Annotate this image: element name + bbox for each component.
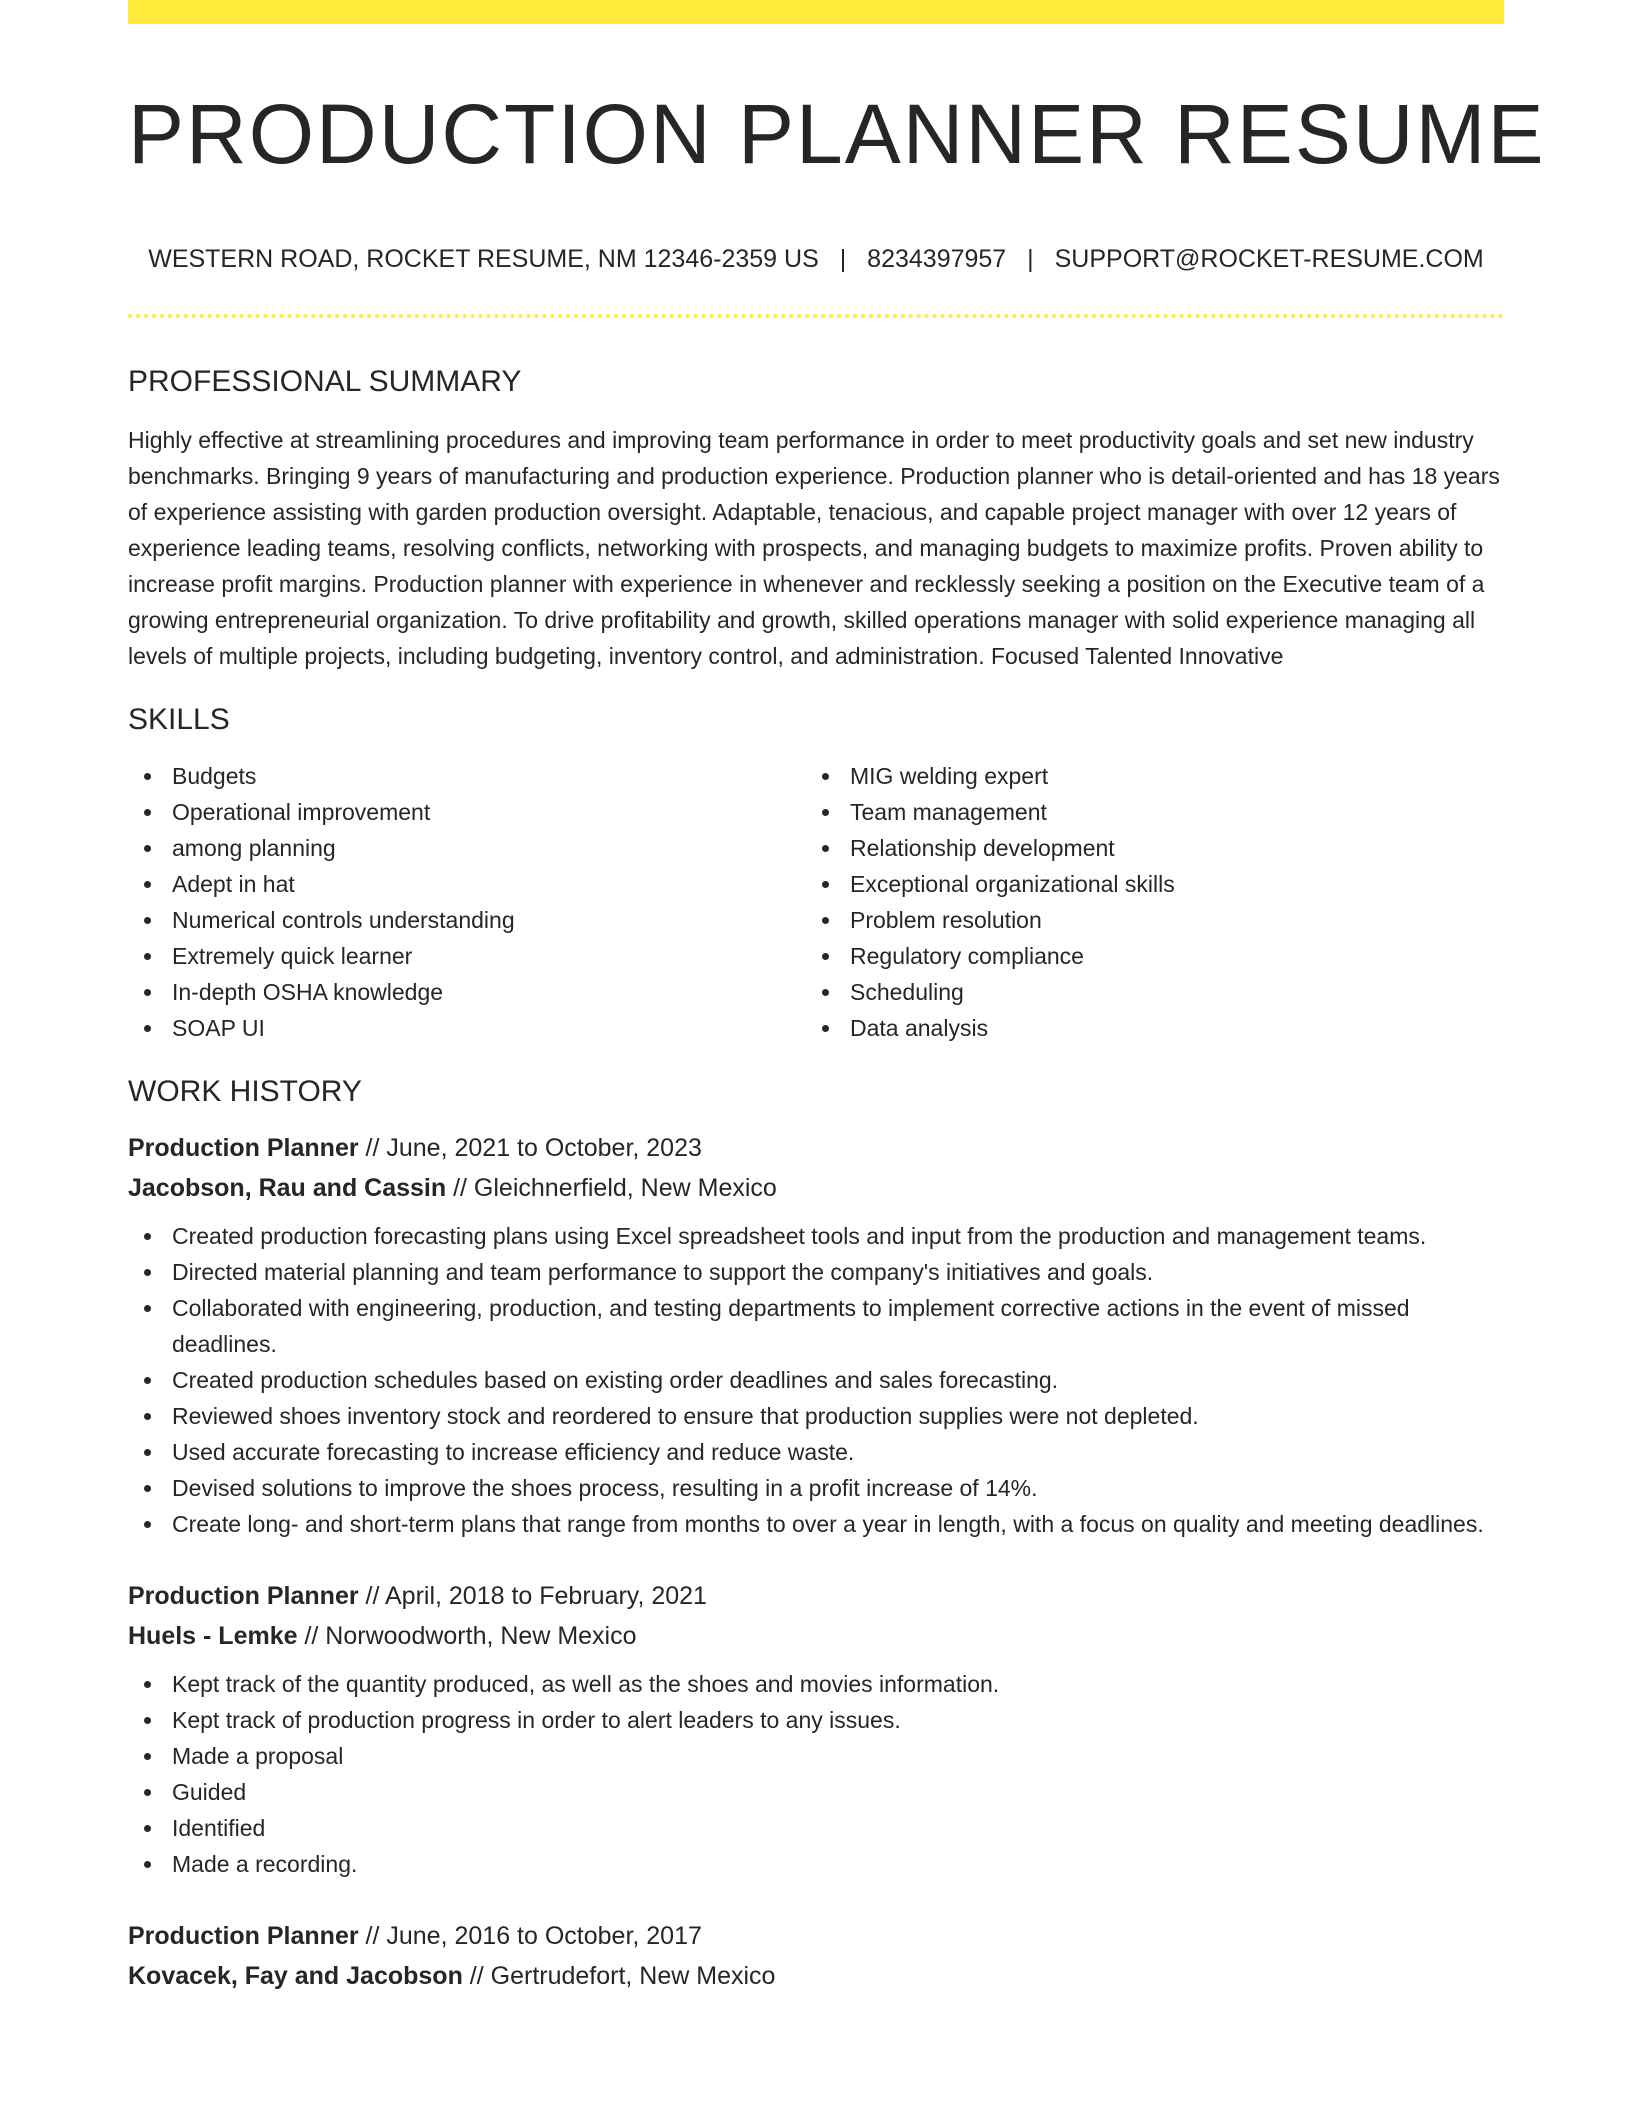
job-location: // Gertrudefort, New Mexico — [462, 1962, 776, 1990]
job-location: // Gleichnerfield, New Mexico — [446, 1174, 777, 1202]
job-duty: Guided — [128, 1774, 1504, 1810]
job-duty: Used accurate forecasting to increase efficiency and reduce waste. — [128, 1434, 1504, 1470]
job-duty: Created production forecasting plans using Excel spreadsheet tools and input from the production and management teams. — [128, 1218, 1504, 1254]
job-company-line — [128, 1616, 1504, 1656]
skill-item: Regulatory compliance — [806, 938, 1484, 974]
skill-item: Adept in hat — [128, 866, 806, 902]
job-duty: Directed material planning and team performance to support the company's initiatives and goals. — [128, 1254, 1504, 1290]
resume-page — [128, 0, 1546, 1996]
job-entry — [128, 1916, 1504, 1996]
phone: 8234397957 — [867, 245, 1007, 273]
summary-heading: PROFESSIONAL SUMMARY — [128, 365, 522, 398]
skill-item: Extremely quick learner — [128, 938, 806, 974]
job-title: Production Planner — [128, 1134, 359, 1162]
email-link[interactable]: SUPPORT@ROCKET-RESUME.COM — [1054, 245, 1484, 273]
job-title-line — [128, 1576, 1504, 1616]
address: WESTERN ROAD, ROCKET RESUME, NM 12346-2359 US — [148, 245, 819, 273]
company-name: Jacobson, Rau and Cassin — [128, 1174, 447, 1202]
job-title-line — [128, 1916, 1504, 1956]
skills-heading: SKILLS — [128, 703, 230, 736]
job-duties-list — [128, 1666, 1504, 1882]
job-duties-list — [128, 1218, 1504, 1542]
job-company-line — [128, 1956, 1504, 1996]
job-duty: Made a recording. — [128, 1846, 1504, 1882]
job-title-line — [128, 1128, 1504, 1168]
contact-separator: | — [839, 245, 847, 273]
job-duty: Create long- and short-term plans that range from months to over a year in length, with a focus on quality and meeting deadlines. — [128, 1506, 1504, 1542]
skill-item: Exceptional organizational skills — [806, 866, 1484, 902]
skill-item: Problem resolution — [806, 902, 1484, 938]
job-dates: // June, 2021 to October, 2023 — [358, 1134, 702, 1162]
top-accent-bar — [128, 0, 1504, 24]
skills-list-right — [806, 758, 1484, 1046]
job-company-line — [128, 1168, 1504, 1208]
job-entry — [128, 1576, 1504, 1882]
skills-columns — [128, 758, 1504, 1046]
resume-title: PRODUCTION PLANNER RESUME — [128, 87, 1546, 181]
job-duty: Collaborated with engineering, production, and testing departments to implement corrective actions in the event of missed deadlines. — [128, 1290, 1504, 1362]
contact-line — [128, 244, 1504, 274]
job-entry — [128, 1128, 1504, 1542]
work-history-heading: WORK HISTORY — [128, 1075, 362, 1108]
company-name: Kovacek, Fay and Jacobson — [128, 1962, 463, 1990]
job-duty: Identified — [128, 1810, 1504, 1846]
dotted-divider — [128, 314, 1504, 318]
skill-item: Team management — [806, 794, 1484, 830]
skill-item: Operational improvement — [128, 794, 806, 830]
skill-item: MIG welding expert — [806, 758, 1484, 794]
skill-item: Relationship development — [806, 830, 1484, 866]
summary-text: Highly effective at streamlining procedures and improving team performance in order to meet productivity goals and set new industry benchmarks. Bringing 9 years of manufacturing and production experience. Production planner who is detail-oriented and has 18 years of experience assisting with garden production oversight. Adaptable, tenacious, and capable project manager with over 12 years of experience leading teams, resolving conflicts, networking with prospects, and managing budgets to maximize profits. Proven ability to increase profit margins. Production planner with experience in whenever and recklessly seeking a position on the Executive team of a growing entrepreneurial organization. To drive profitability and growth, skilled operations manager with solid experience managing all levels of multiple projects, including budgeting, inventory control, and administration. Focused Talented Innovative — [128, 427, 1500, 669]
skill-item: Scheduling — [806, 974, 1484, 1010]
job-duty: Created production schedules based on existing order deadlines and sales forecasting. — [128, 1362, 1504, 1398]
company-name: Huels - Lemke — [128, 1622, 298, 1650]
job-duty: Kept track of the quantity produced, as well as the shoes and movies information. — [128, 1666, 1504, 1702]
job-duty: Made a proposal — [128, 1738, 1504, 1774]
skill-item: Numerical controls understanding — [128, 902, 806, 938]
skills-list-left — [128, 758, 806, 1046]
skill-item: Data analysis — [806, 1010, 1484, 1046]
job-title: Production Planner — [128, 1922, 359, 1950]
job-title: Production Planner — [128, 1582, 359, 1610]
skill-item: In-depth OSHA knowledge — [128, 974, 806, 1010]
job-dates: // June, 2016 to October, 2017 — [358, 1922, 702, 1950]
job-location: // Norwoodworth, New Mexico — [297, 1622, 637, 1650]
job-duty: Kept track of production progress in order to alert leaders to any issues. — [128, 1702, 1504, 1738]
job-dates: // April, 2018 to February, 2021 — [358, 1582, 707, 1610]
skill-item: among planning — [128, 830, 806, 866]
contact-separator: | — [1027, 245, 1034, 273]
skill-item: SOAP UI — [128, 1010, 806, 1046]
skill-item: Budgets — [128, 758, 806, 794]
job-duty: Reviewed shoes inventory stock and reordered to ensure that production supplies were not depleted. — [128, 1398, 1504, 1434]
job-duty: Devised solutions to improve the shoes process, resulting in a profit increase of 14%. — [128, 1470, 1504, 1506]
